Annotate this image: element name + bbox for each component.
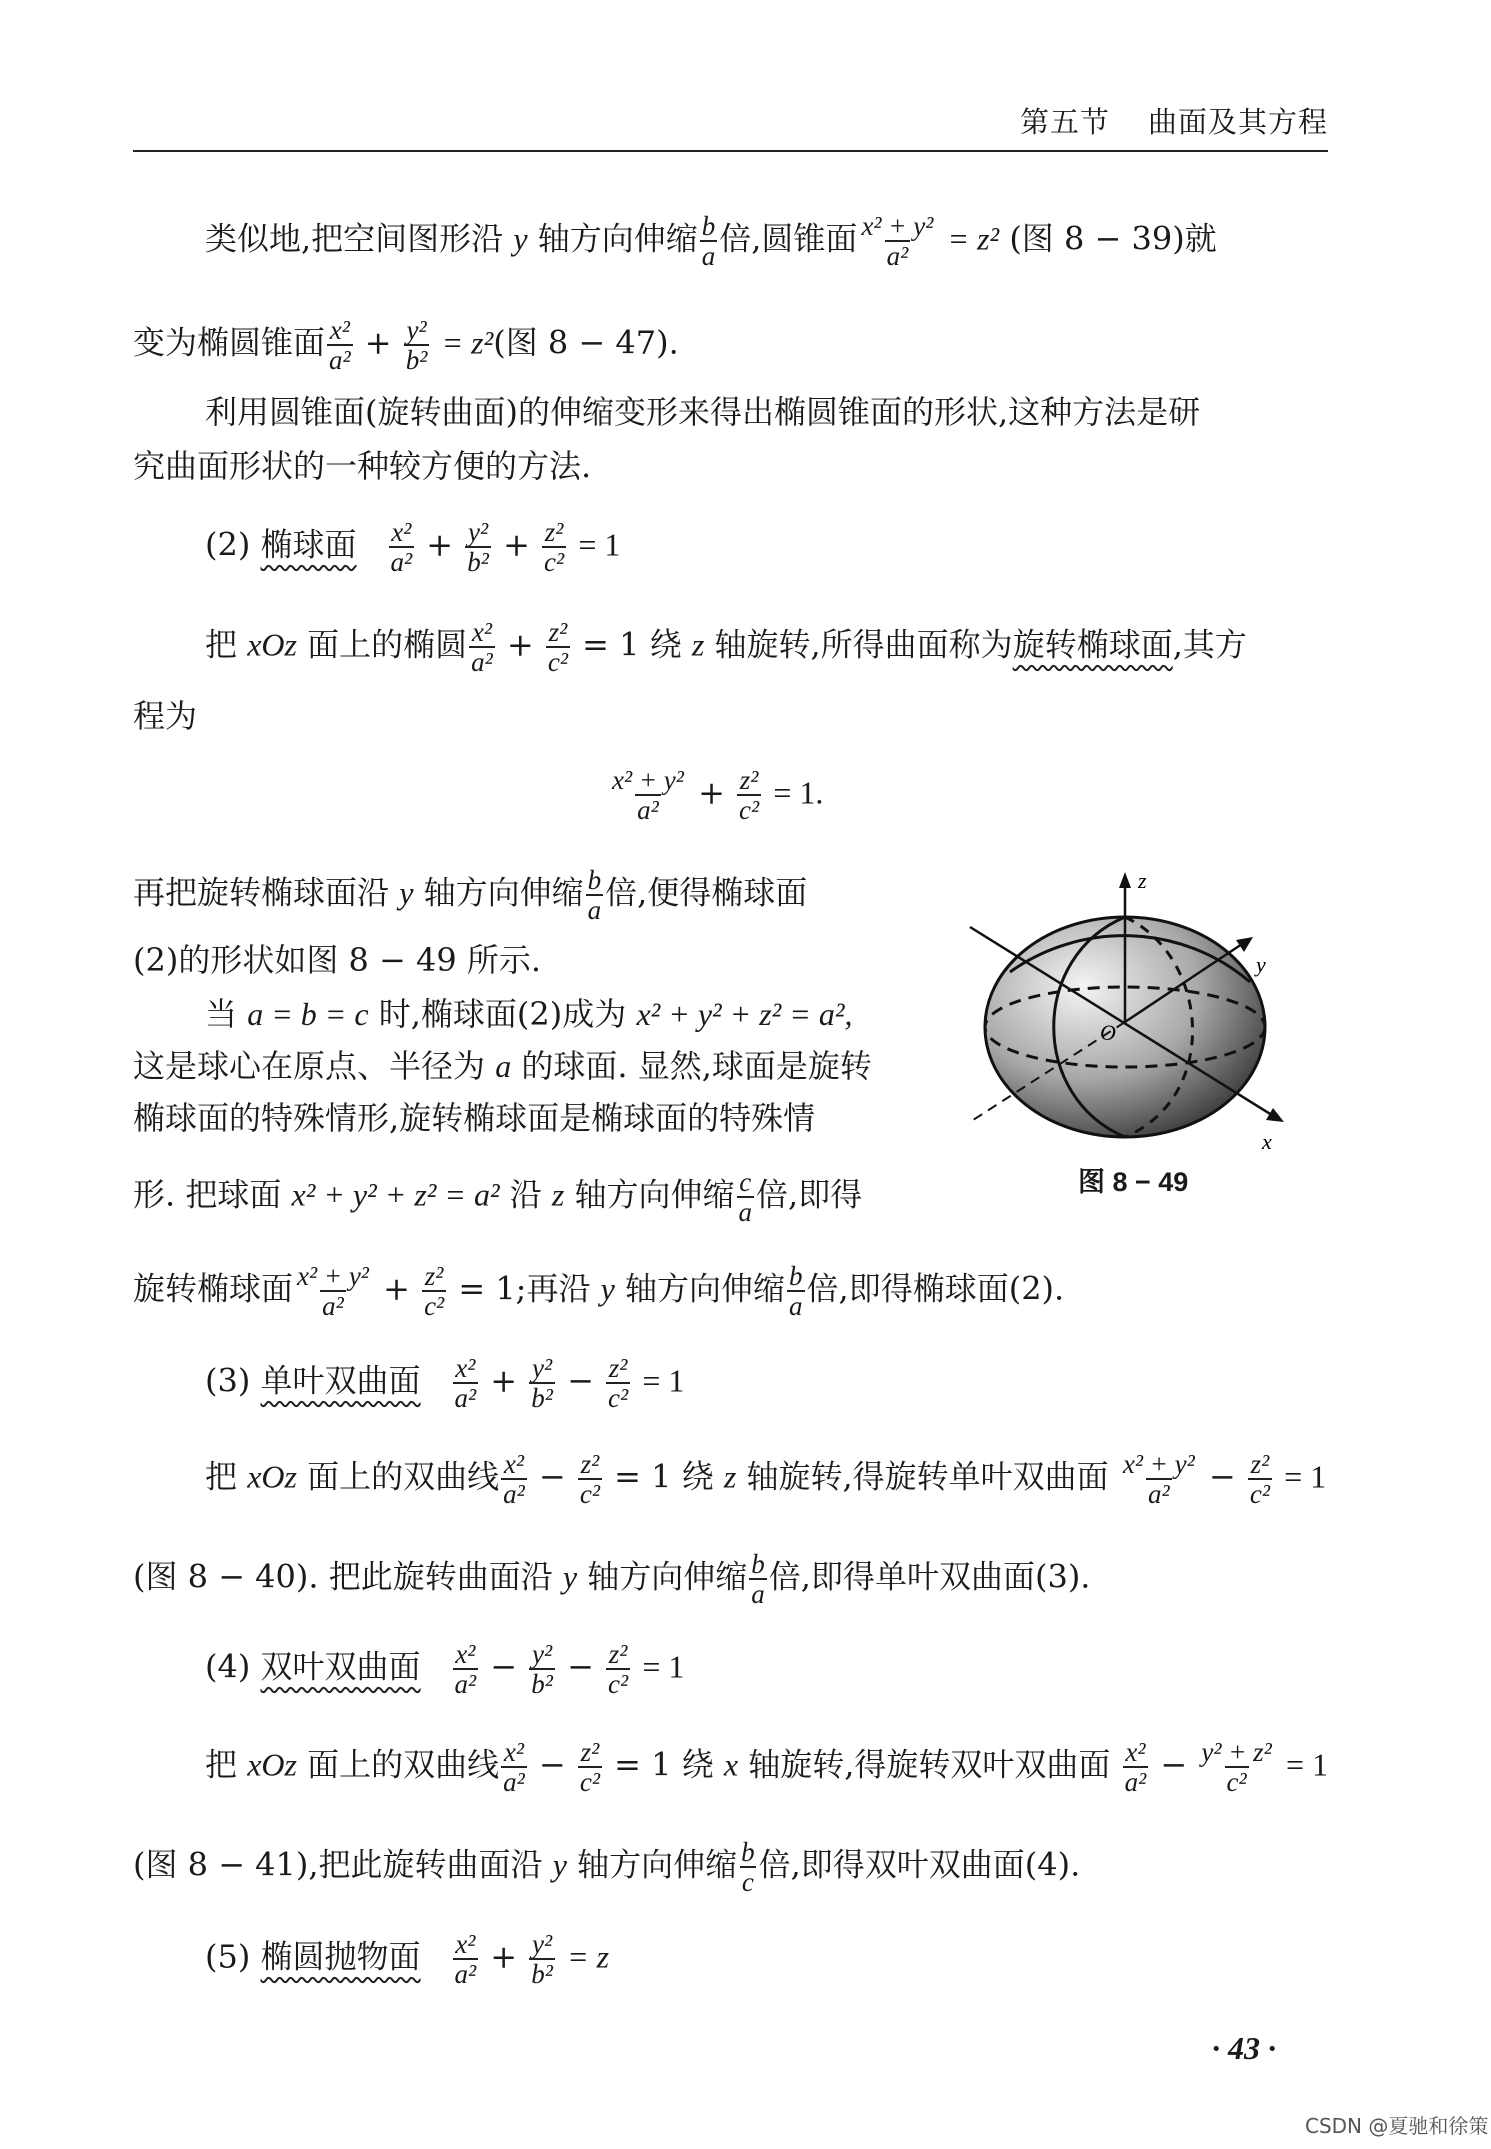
fraction: $\frac{\text{z²}}{\text{c²}}$ <box>547 617 568 677</box>
fraction: $\frac{\text{x²}}{\text{a²}}$ <box>390 517 413 577</box>
fraction: $\frac{b}{c}$ <box>741 1837 755 1897</box>
figure-caption: 图 8 − 49 <box>1078 1167 1189 1197</box>
fraction: $\frac{\text{z²}}{\text{c²}}$ <box>608 1353 629 1413</box>
header-rule <box>133 150 1328 152</box>
fraction: $\frac{\text{y²}}{\text{b²}}$ <box>531 1929 553 1989</box>
fraction: $\frac{c}{a}$ <box>738 1167 753 1227</box>
running-header <box>1020 100 1328 141</box>
header-title: 曲面及其方程 <box>1148 105 1329 139</box>
z-arrowhead <box>1119 872 1131 888</box>
fraction: $\frac{\text{x²}}{\text{a²}}$ <box>503 1737 525 1797</box>
fraction: $\frac{\text{z²}}{\text{c²}}$ <box>424 1261 445 1321</box>
section2-display-eq: $\frac{\text{x² + y²}}{\text{a²}}$ + $\frac{\text{z²}}{\text{c²}}$ = 1. <box>612 765 824 825</box>
section3-text1: 把 xOz 面上的双曲线 $\frac{\text{x²}}{\text{a²}}$ − $\frac{\text{z²}}{\text{c²}}$ = 1 绕 z 轴旋转,得旋转单叶双曲面 $\frac{\text{x² + y²}}{\text{a²}}$ − $\frac{\text{z²}}{\text{c²}}$ = 1 <box>205 1449 1327 1509</box>
para1-line1: 类似地,把空间图形沿 y 轴方向伸缩 $\frac{b}{a}$ 倍,圆锥面 $\frac{\text{x² + y²}}{\text{a²}}$ = z² (图 8 − 39)就 <box>205 211 1217 271</box>
fraction: $\frac{\text{x² + y²}}{\text{a²}}$ <box>861 211 934 271</box>
term-ellipsoid: 椭球面 <box>260 525 357 564</box>
axis-label-x: x <box>1262 1129 1272 1152</box>
section2-text9: 旋转椭球面 $\frac{\text{x² + y²}}{\text{a²}}$ + $\frac{\text{z²}}{\text{c²}}$ = 1;再沿 y 轴方向伸缩 $\frac{b}{a}$ 倍,即得椭球面(2). <box>133 1261 1065 1321</box>
fraction: $\frac{\text{y²}}{\text{b²}}$ <box>531 1639 553 1699</box>
fraction: $\frac{\text{z²}}{\text{c²}}$ <box>608 1639 629 1699</box>
section4-text1: 把 xOz 面上的双曲线 $\frac{\text{x²}}{\text{a²}}$ − $\frac{\text{z²}}{\text{c²}}$ = 1 绕 x 轴旋转,得旋转双叶双曲面 $\frac{\text{x²}}{\text{a²}}$ − $\frac{\text{y² + z²}}{\text{c²}}$ = 1 <box>205 1737 1328 1797</box>
section2-text3: 再把旋转椭球面沿 y 轴方向伸缩 $\frac{b}{a}$ 倍,便得椭球面 <box>133 865 808 925</box>
fraction: $\frac{\text{z²}}{\text{c²}}$ <box>579 1737 600 1797</box>
y-arrowhead <box>1236 937 1253 952</box>
fraction: $\frac{\text{z²}}{\text{c²}}$ <box>1249 1449 1270 1509</box>
axis-label-z: z <box>1138 868 1147 893</box>
section3-text2: (图 8 − 40). 把此旋转曲面沿 y 轴方向伸缩 $\frac{b}{a}$ 倍,即得单叶双曲面(3). <box>133 1549 1091 1609</box>
section2-text7: 椭球面的特殊情形,旋转椭球面是椭球面的特殊情 <box>133 1099 816 1137</box>
fraction: $\frac{\text{y²}}{\text{b²}}$ <box>531 1353 553 1413</box>
x-arrowhead <box>1266 1108 1284 1122</box>
section2-text2: 程为 <box>133 697 198 735</box>
section4-heading: (4) 双叶双曲面 $\frac{\text{x²}}{\text{a²}}$ − $\frac{\text{y²}}{\text{b²}}$ − $\frac{\text{z²}}{\text{c²}}$ = 1 <box>205 1639 685 1699</box>
fraction: $\frac{\text{x²}}{\text{a²}}$ <box>1124 1737 1147 1797</box>
watermark: CSDN @夏驰和徐策 <box>1305 2114 1489 2138</box>
fraction: $\frac{\text{z²}}{\text{c²}}$ <box>579 1449 600 1509</box>
page-number: · 43 · <box>1212 2030 1276 2066</box>
fraction: $\frac{\text{y² + z²}}{\text{c²}}$ <box>1201 1737 1272 1797</box>
section5-heading: (5) 椭圆抛物面 $\frac{\text{x²}}{\text{a²}}$ + $\frac{\text{y²}}{\text{b²}}$ = z <box>205 1929 610 1989</box>
section2-text4: (2)的形状如图 8 − 49 所示. <box>133 941 542 979</box>
fraction: $\frac{\text{y²}}{\text{b²}}$ <box>467 517 489 577</box>
fraction: $\frac{\text{x²}}{\text{a²}}$ <box>471 617 493 677</box>
section2-text8: 形. 把球面 x² + y² + z² = a² 沿 z 轴方向伸缩 $\frac{c}{a}$ 倍,即得 <box>133 1167 863 1227</box>
fraction: $\frac{\text{x² + y²}}{\text{a²}}$ <box>612 765 684 825</box>
section4-text2: (图 8 − 41),把此旋转曲面沿 y 轴方向伸缩 $\frac{b}{c}$ 倍,即得双叶双曲面(4). <box>133 1837 1081 1897</box>
para1-line2: 变为椭圆锥面 $\frac{\text{x²}}{\text{a²}}$ + $\frac{\text{y²}}{\text{b²}}$ = z²(图 8 − 47). <box>133 315 679 375</box>
fraction: $\frac{\text{x²}}{\text{a²}}$ <box>503 1449 525 1509</box>
fraction: $\frac{b}{a}$ <box>701 211 716 271</box>
ellipsoid-figure <box>960 862 1300 1152</box>
term-elliptic-paraboloid: 椭圆抛物面 <box>260 1937 421 1976</box>
fraction: $\frac{\text{x² + y²}}{\text{a²}}$ <box>1122 1449 1195 1509</box>
term-hyperboloid-two-sheets: 双叶双曲面 <box>260 1647 421 1686</box>
header-section: 第五节 <box>1020 105 1111 139</box>
fraction: $\frac{b}{a}$ <box>587 865 602 925</box>
origin-label: O <box>1100 1020 1116 1045</box>
fraction: $\frac{\text{y²}}{\text{b²}}$ <box>405 315 428 375</box>
fraction: $\frac{\text{x² + y²}}{\text{a²}}$ <box>297 1261 369 1321</box>
section3-heading: (3) 单叶双曲面 $\frac{\text{x²}}{\text{a²}}$ + $\frac{\text{y²}}{\text{b²}}$ − $\frac{\text{z²}}{\text{c²}}$ = 1 <box>205 1353 685 1413</box>
fraction: $\frac{\text{x²}}{\text{a²}}$ <box>329 315 351 375</box>
section2-text6: 这是球心在原点、半径为 a 的球面. 显然,球面是旋转 <box>133 1047 872 1085</box>
fraction: $\frac{\text{x²}}{\text{a²}}$ <box>454 1639 477 1699</box>
section2-text5: 当 a = b = c 时,椭球面(2)成为 x² + y² + z² = a², <box>205 995 853 1033</box>
term-hyperboloid-one-sheet: 单叶双曲面 <box>260 1361 421 1400</box>
section2-text1: 把 xOz 面上的椭圆 $\frac{\text{x²}}{\text{a²}}$ + $\frac{\text{z²}}{\text{c²}}$ = 1 绕 z 轴旋转,所得曲面称为旋转椭球面,其方 <box>205 617 1247 677</box>
axis-label-y: y <box>1256 952 1266 977</box>
fraction: $\frac{b}{a}$ <box>751 1549 765 1609</box>
para2-line1: 利用圆锥面(旋转曲面)的伸缩变形来得出椭圆锥面的形状,这种方法是研 <box>205 393 1201 431</box>
term-rotational-ellipsoid: 旋转椭球面 <box>1012 625 1173 664</box>
fraction: $\frac{\text{x²}}{\text{a²}}$ <box>454 1929 477 1989</box>
section2-heading: (2) 椭球面 $\frac{\text{x²}}{\text{a²}}$ + $\frac{\text{y²}}{\text{b²}}$ + $\frac{\text{z²}}{\text{c²}}$ = 1 <box>205 517 621 577</box>
fraction: $\frac{b}{a}$ <box>789 1261 803 1321</box>
fraction: $\frac{\text{x²}}{\text{a²}}$ <box>454 1353 477 1413</box>
fraction: $\frac{\text{z²}}{\text{c²}}$ <box>739 765 760 825</box>
fraction: $\frac{\text{z²}}{\text{c²}}$ <box>544 517 565 577</box>
para2-line2: 究曲面形状的一种较方便的方法. <box>133 447 592 485</box>
